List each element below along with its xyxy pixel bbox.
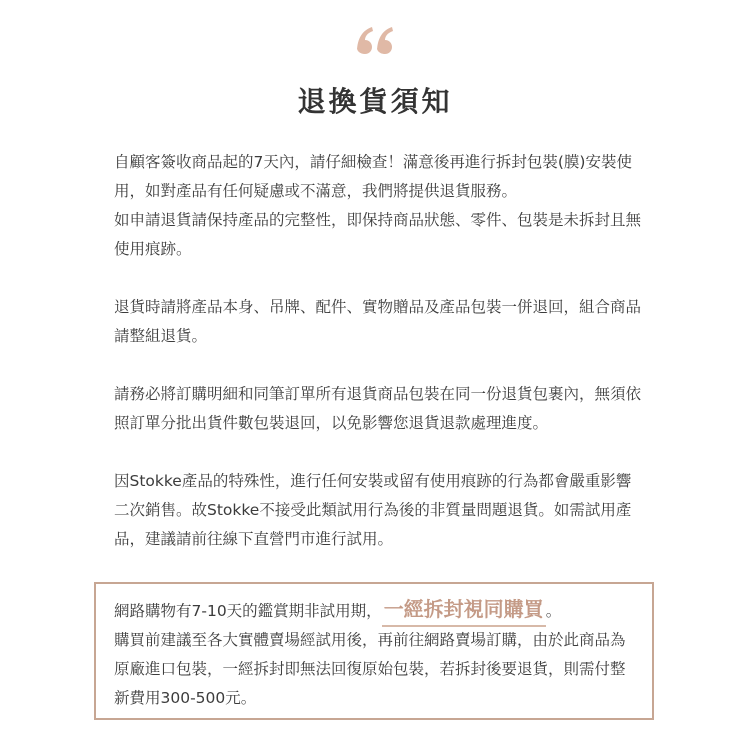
section-inspection (114, 148, 642, 264)
paragraph: 退貨時請將產品本身、吊牌、配件、實物贈品及產品包裝一併退回，組合商品請整組退貨。 (114, 298, 642, 345)
section-trial-policy (114, 467, 642, 554)
section-packaging (114, 380, 642, 438)
paragraph: 如申請退貨請保持產品的完整性，即保持商品狀態、零件、包裝是未拆封且無使用痕跡。 (114, 211, 642, 258)
policy-content (114, 148, 642, 554)
page-title: 退換貨須知 (297, 85, 453, 118)
paragraph: 請務必將訂購明細和同筆訂單所有退貨商品包裝在同一份退貨包裹內，無須依照訂單分批出貨件數包裝退回，以免影響您退貨退款處理進度。 (114, 385, 642, 432)
paragraph: 因Stokke產品的特殊性，進行任何安裝或留有使用痕跡的行為都會嚴重影響二次銷售。故Stokke不接受此類試用行為後的非質量問題退貨。如需試用產品，建議請前往線下直營門市進行試用。 (114, 472, 632, 548)
notice-intro (114, 595, 640, 626)
notice-intro-text: 網路購物有7-10天的鑑賞期非試用期， (114, 602, 382, 620)
notice-highlight: 一經拆封視同購買 (382, 595, 546, 624)
notice-body: 購買前建議至各大實體賣場經試用後，再前往網路賣場訂購，由於此商品為原廠進口包裝，一經拆封即無法回復原始包裝，若拆封後要退貨，則需付整新費用300-500元。 (114, 631, 626, 707)
section-return-items (114, 293, 642, 351)
notice-box (94, 582, 654, 720)
quote-icon (0, 22, 750, 62)
notice-content (114, 595, 640, 713)
notice-intro-end: 。 (545, 602, 562, 620)
paragraph: 自顧客簽收商品起的7天內，請仔細檢查！滿意後再進行拆封包裝(膜)安裝使用，如對產品有任何疑慮或不滿意，我們將提供退貨服務。 (114, 153, 632, 200)
